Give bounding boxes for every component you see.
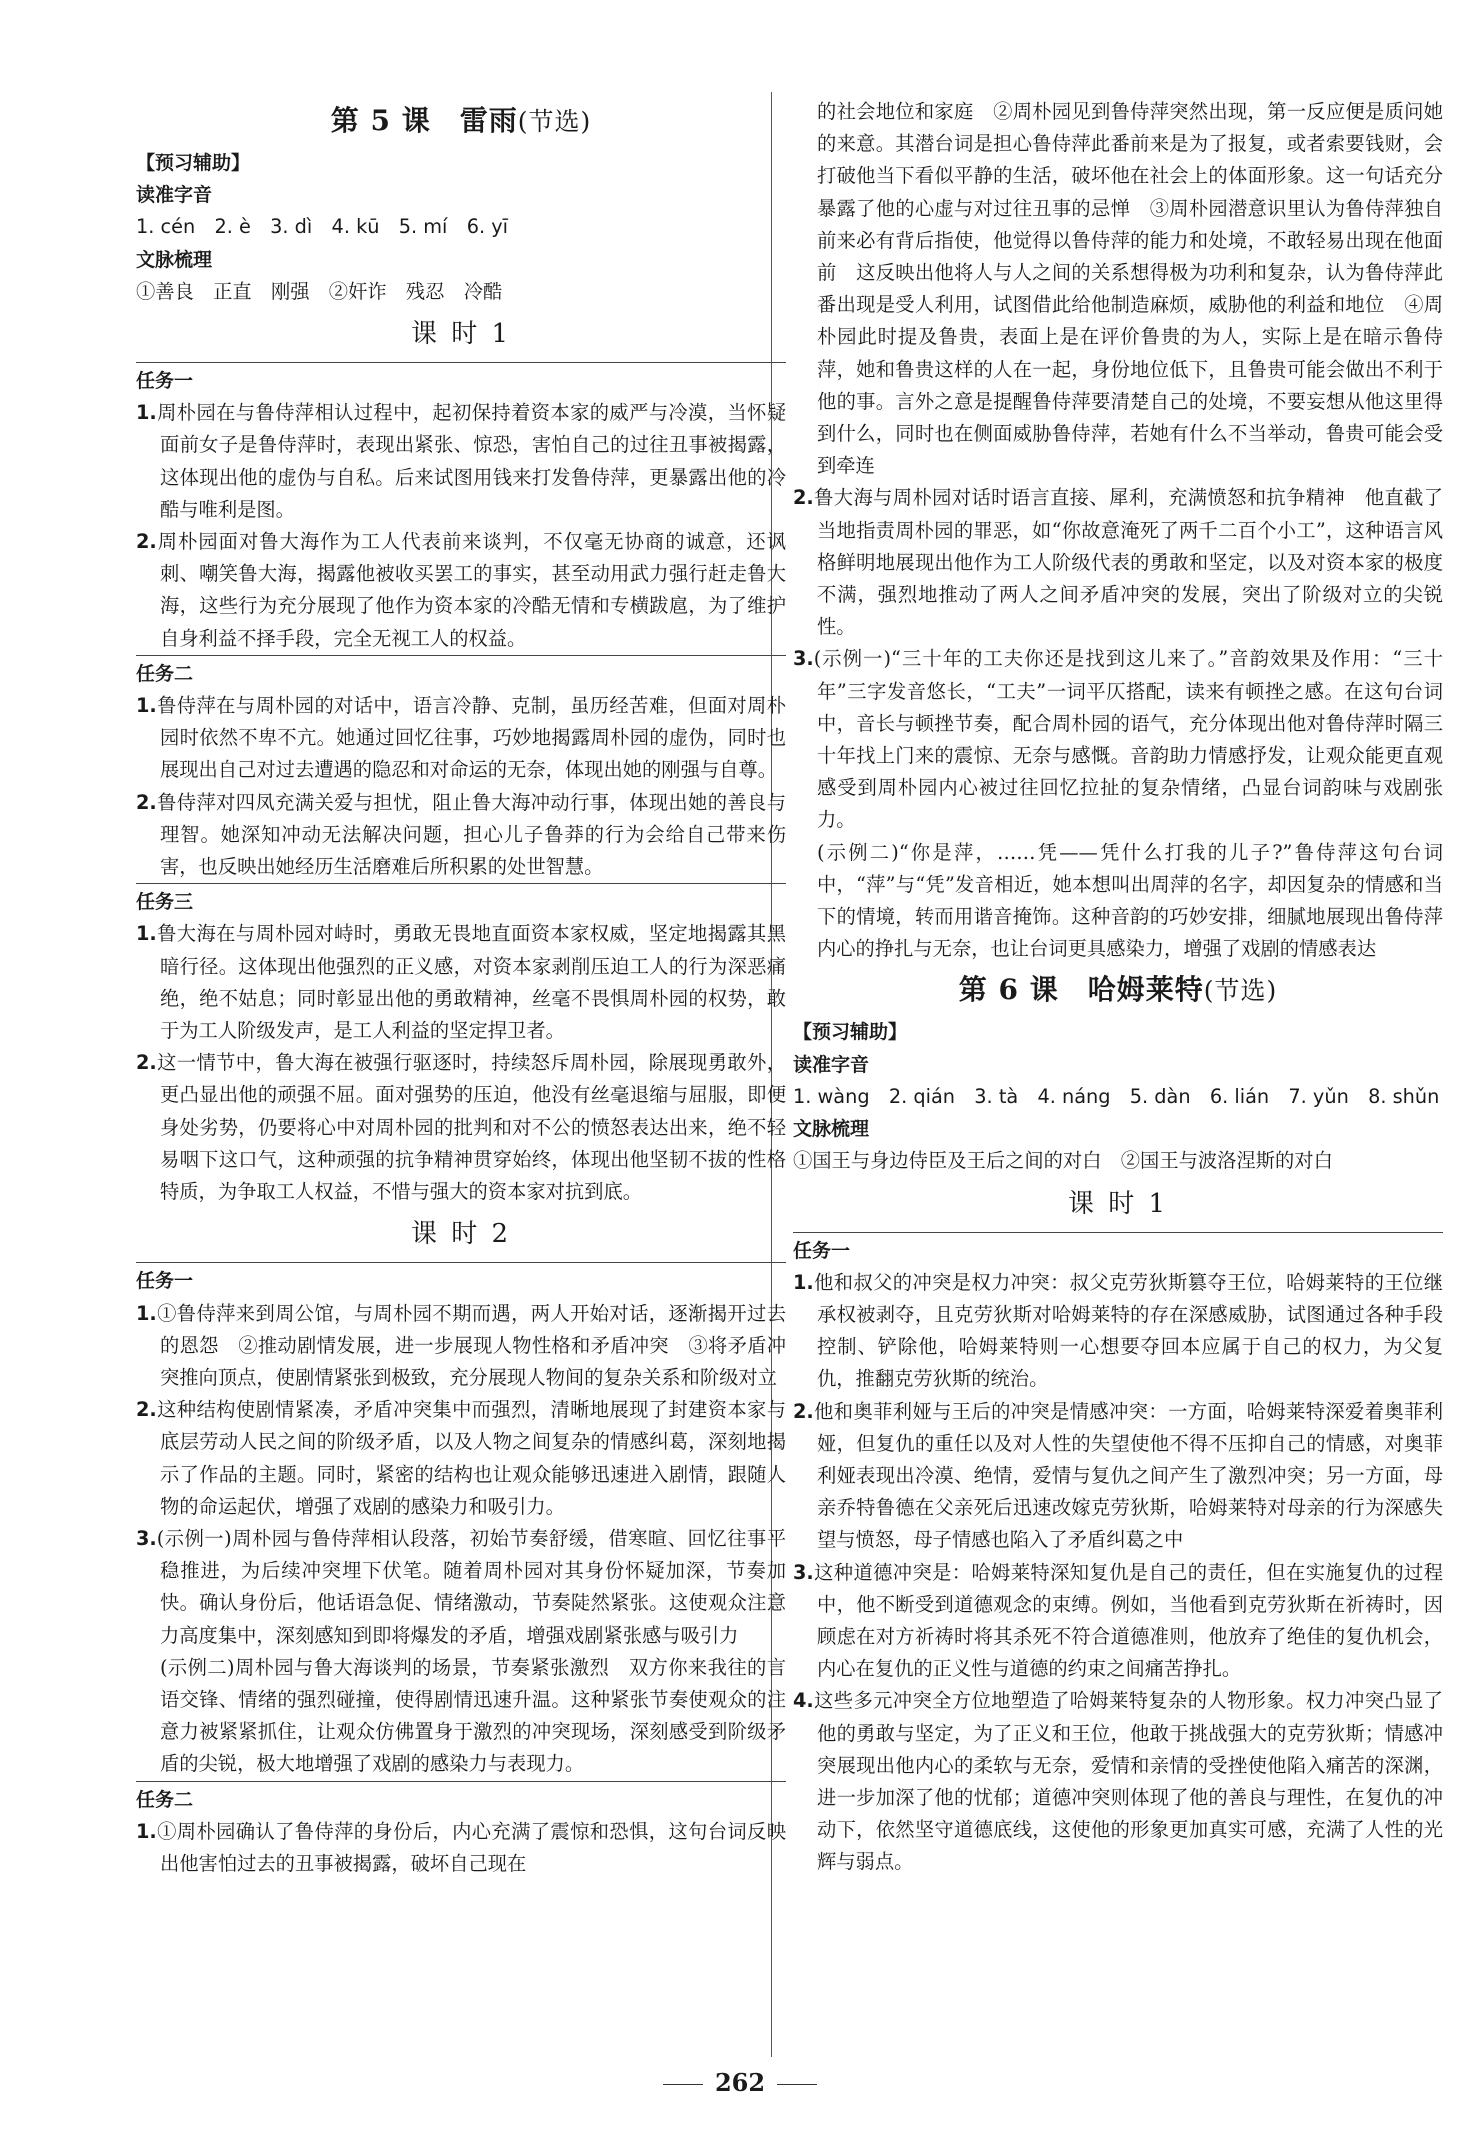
- keshi-1-heading: 课 时 1: [1067, 1188, 1169, 1219]
- context-head: 文脉梳理: [136, 248, 213, 271]
- answer-item: 2.周朴园面对鲁大海作为工人代表前来谈判，不仅毫无协商的诚意，还讽刺、嘲笑鲁大海，揭露他被收买罢工的事实，甚至动用武力强行赶走鲁大海，这些行为充分展现了他作为资本家的冷酷无情和专横跋扈，为了维护自身利益不择手段，完全无视工人的权益。: [136, 530, 786, 650]
- read-head: 读准字音: [136, 184, 213, 207]
- page-number: 262: [0, 2068, 1480, 2097]
- answer-item: 1.①鲁侍萍来到周公馆，与周朴园不期而遇，两人开始对话，逐渐揭开过去的恩怨 ②推动剧情发展，进一步展现人物性格和矛盾冲突 ③将矛盾冲突推向顶点，使剧情紧张到极致，充分展现人物间的复杂关系和阶级对立: [136, 1301, 786, 1389]
- answer-item: 的社会地位和家庭 ②周朴园见到鲁侍萍突然出现，第一反应便是质问她的来意。其潜台词是担心鲁侍萍此番前来是为了报复，或者索要钱财，会打破他当下看似平静的生活，破坏他在社会上的体面形象。这一句话充分暴露了他的心虚与对过往丑事的忌惮 ③周朴园潜意识里认为鲁侍萍独自前来必有背后指使，他觉得以鲁侍萍的能力和处境，不敢轻易出现在他面前 这反映出他将人与人之间的关系想得极为功利和复杂，认为鲁侍萍此番出现是受人利用，试图借此给他制造麻烦，威胁他的利益和地位 ④周朴园此时提及鲁贵，表面上是在评价鲁贵的为人，实际上是在暗示鲁侍萍，她和鲁贵这样的人在一起，身份地位低下，且鲁贵可能会做出不利于他的事。言外之意是提醒鲁侍萍要清楚自己的处境，不要妄想从他这里得到什么，同时也在侧面威胁鲁侍萍，若她有什么不当举动，鲁贵可能会受到牵连: [817, 100, 1443, 478]
- pinyin-answers: 1. wàng 2. qián 3. tà 4. náng 5. dàn 6. lián 7. yǔn 8. shǔn: [793, 1084, 1440, 1108]
- answer-item: 3.这种道德冲突是：哈姆莱特深知复仇是自己的责任，但在实施复仇的过程中，他不断受到道德观念的束缚。例如，当他看到克劳狄斯在祈祷时，因顾虑在对方祈祷时将其杀死不符合道德准则，他放弃了绝佳的复仇机会，内心在复仇的正义性与道德的约束之间痛苦挣扎。: [793, 1560, 1443, 1681]
- page-number-dash-right: [777, 2084, 817, 2085]
- answer-item: 3.(示例一)“三十年的工夫你还是找到这儿来了。”音韵效果及作用：“三十年”三字发音悠长，“工夫”一词平仄搭配，读来有顿挫之感。在这句台词中，音长与顿挫节奏，配合周朴园的语气，充分体现出他对鲁侍萍时隔三十年找上门来的震惊、无奈与感慨。音韵助力情感抒发，让观众能更直观感受到周朴园内心被过往回忆拉扯的复杂情绪，凸显台词韵味与戏剧张力。: [793, 647, 1443, 832]
- answer-item: 2.这种结构使剧情紧凑，矛盾冲突集中而强烈，清晰地展现了封建资本家与底层劳动人民之间的阶级矛盾，以及人物之间复杂的情感纠葛，深刻地揭示了作品的主题。同时，紧密的结构也让观众能够迅速进入剧情，跟随人物的命运起伏，增强了戏剧的感染力和吸引力。: [136, 1398, 786, 1518]
- answer-item: 1.鲁侍萍在与周朴园的对话中，语言冷静、克制，虽历经苦难，但面对周朴园时依然不卑不亢。她通过回忆往事，巧妙地揭露周朴园的虚伪，同时也展现出自己对过去遭遇的隐忍和对命运的无奈，体现出她的刚强与自尊。: [136, 694, 786, 782]
- context-answers: ①善良 正直 刚强 ②奸诈 残忍 冷酷: [136, 279, 503, 303]
- right-column: [793, 96, 1443, 1879]
- context-answers: ①国王与身边侍臣及王后之间的对白 ②国王与波洛涅斯的对白: [793, 1149, 1333, 1173]
- keshi-1-heading: 课 时 1: [410, 319, 512, 350]
- task-1-title: 任务一: [793, 1232, 1443, 1267]
- preview-head: 【预习辅助】: [793, 1021, 908, 1044]
- answer-item: 1.周朴园在与鲁侍萍相认过程中，起初保持着资本家的威严与冷漠，当怀疑面前女子是鲁侍萍时，表现出紧张、惊恐，害怕自己的过往丑事被揭露，这体现出他的虚伪与自私。后来试图用钱来打发鲁侍萍，更暴露出他的冷酷与唯利是图。: [136, 401, 786, 521]
- answer-item: 2.鲁侍萍对四凤充满关爱与担忧，阻止鲁大海冲动行事，体现出她的善良与理智。她深知冲动无法解决问题，担心儿子鲁莽的行为会给自己带来伤害，也反映出她经历生活磨难后所积累的处世智慧。: [136, 790, 786, 879]
- lesson-5-title: 第 5 课 雷雨(节选): [330, 104, 592, 137]
- k2-task-1-title: 任务一: [136, 1262, 786, 1297]
- context-head: 文脉梳理: [793, 1118, 870, 1141]
- answer-item: 1.鲁大海在与周朴园对峙时，勇敢无畏地直面资本家权威，坚定地揭露其黑暗行径。这体现出他强烈的正义感，对资本家剥削压迫工人的行为深恶痛绝，绝不姑息；同时彰显出他的勇敢精神，丝毫不畏惧周朴园的权势，敢于为工人阶级发声，是工人利益的坚定捍卫者。: [136, 922, 786, 1043]
- k2-task-2-title: 任务二: [136, 1781, 786, 1816]
- task-3-title: 任务三: [136, 883, 786, 918]
- preview-head: 【预习辅助】: [136, 152, 251, 174]
- left-column: [136, 96, 786, 1880]
- answer-item: 3.(示例一)周朴园与鲁侍萍相认段落，初始节奏舒缓，借寒暄、回忆往事平稳推进，为后续冲突埋下伏笔。随着周朴园对其身份怀疑加深，节奏加快。确认身份后，他话语急促、情绪激动，节奏陡然紧张。这使观众注意力高度集中，深刻感知到即将爆发的矛盾，增强戏剧紧张感与吸引力: [136, 1526, 786, 1647]
- task-2-title: 任务二: [136, 655, 786, 690]
- answer-item: 1.他和叔父的冲突是权力冲突：叔父克劳狄斯篡夺王位，哈姆莱特的王位继承权被剥夺，且克劳狄斯对哈姆莱特的存在深感威胁，试图通过各种手段控制、铲除他，哈姆莱特则一心想要夺回本应属于自己的权力，为父复仇，推翻克劳狄斯的统治。: [793, 1270, 1443, 1391]
- keshi-2-heading: 课 时 2: [410, 1219, 512, 1250]
- read-head: 读准字音: [793, 1053, 870, 1076]
- answer-item: 4.这些多元冲突全方位地塑造了哈姆莱特复杂的人物形象。权力冲突凸显了他的勇敢与坚定，为了正义和王位，他敢于挑战强大的克劳狄斯；情感冲突展现出他内心的柔软与无奈，爱情和亲情的受挫使他陷入痛苦的深渊，进一步加深了他的忧郁；道德冲突则体现了他的善良与理性，在复仇的冲动下，依然坚守道德底线，这使他的形象更加真实可感，充满了人性的光辉与弱点。: [793, 1689, 1443, 1874]
- task-1-title: 任务一: [136, 362, 786, 397]
- page-number-dash-left: [663, 2084, 703, 2085]
- answer-item: (示例二)周朴园与鲁大海谈判的场景，节奏紧张激烈 双方你来我往的言语交锋、情绪的强烈碰撞，使得剧情迅速升温。这种紧张节奏使观众的注意力被紧紧抓住，让观众仿佛置身于激烈的冲突现场，深刻感受到阶级矛盾的尖锐，极大地增强了戏剧的感染力与表现力。: [160, 1655, 786, 1776]
- lesson-6-title: 第 6 课 哈姆莱特(节选): [958, 973, 1278, 1007]
- answer-item: 2.鲁大海与周朴园对话时语言直接、犀利，充满愤怒和抗争精神 他直截了当地指责周朴园的罪恶，如“你故意淹死了两千二百个小工”，这种语言风格鲜明地展现出他作为工人阶级代表的勇敢和坚定，以及对资本家的极度不满，强烈地推动了两人之间矛盾冲突的发展，突出了阶级对立的尖锐性。: [793, 486, 1443, 639]
- pinyin-answers: 1. cén 2. è 3. dì 4. kū 5. mí 6. yī: [136, 215, 508, 239]
- answer-item: 2.他和奥菲利娅与王后的冲突是情感冲突：一方面，哈姆莱特深爱着奥菲利娅，但复仇的重任以及对人性的失望使他不得不压抑自己的情感，对奥菲利娅表现出冷漠、绝情，爱情与复仇之间产生了激烈冲突；另一方面，母亲乔特鲁德在父亲死后迅速改嫁克劳狄斯，哈姆莱特对母亲的行为深感失望与愤怒，母子情感也陷入了矛盾纠葛之中: [793, 1399, 1443, 1552]
- answer-item: 2.这一情节中，鲁大海在被强行驱逐时，持续怒斥周朴园，除展现勇敢外，更凸显出他的顽强不屈。面对强势的压迫，他没有丝毫退缩与屈服，即便身处劣势，仍要将心中对周朴园的批判和对不公的愤怒表达出来，绝不轻易咽下这口气，这种顽强的抗争精神贯穿始终，体现出他坚韧不拔的性格特质，为争取工人权益，不惜与强大的资本家对抗到底。: [136, 1051, 786, 1204]
- answer-item: 1.①周朴园确认了鲁侍萍的身份后，内心充满了震惊和恐惧，这句台词反映出他害怕过去的丑事被揭露，破坏自己现在: [136, 1819, 786, 1875]
- answer-item: (示例二)“你是萍，……凭——凭什么打我的儿子?”鲁侍萍这句台词中，“萍”与“凭”发音相近，她本想叫出周萍的名字，却因复杂的情感和当下的情境，转而用谐音掩饰。这种音韵的巧妙安排，细腻地展现出鲁侍萍内心的挣扎与无奈，也让台词更具感染力，增强了戏剧的情感表达: [817, 840, 1443, 961]
